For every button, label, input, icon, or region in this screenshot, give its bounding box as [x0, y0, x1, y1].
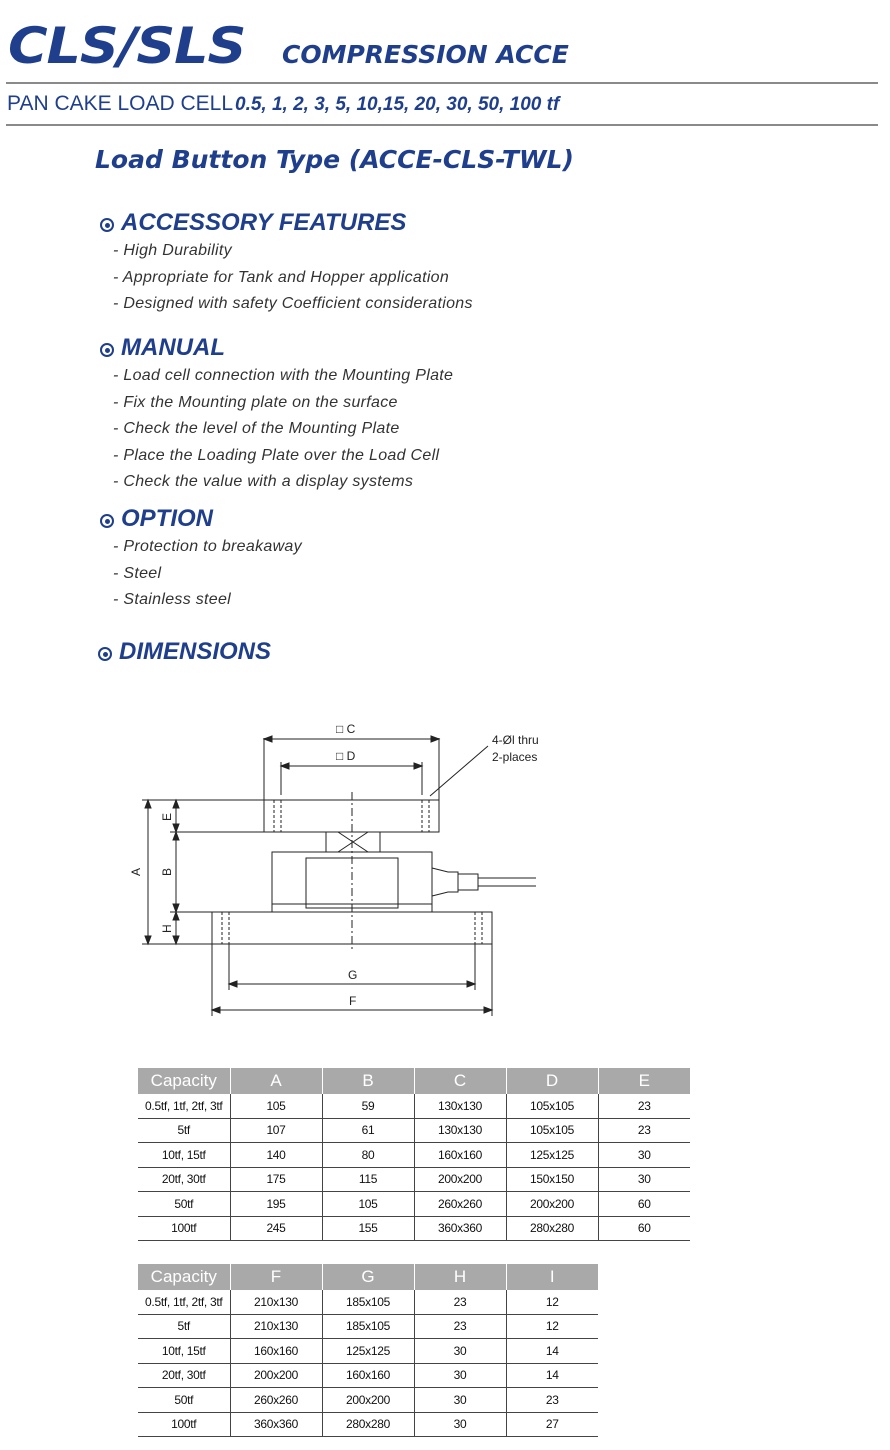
column-header: B — [322, 1068, 414, 1094]
table-row — [138, 1216, 690, 1241]
table-cell: 210x130 — [230, 1314, 322, 1339]
list-item: - High Durability — [113, 242, 232, 259]
column-header: A — [230, 1068, 322, 1094]
type-heading: Load Button Type (ACCE-CLS-TWL) — [95, 145, 574, 174]
table-row — [138, 1388, 598, 1413]
table-cell: 260x260 — [414, 1192, 506, 1217]
column-header: F — [230, 1264, 322, 1290]
hole-note-1: 4-Øl thru — [492, 733, 539, 747]
target-bullet-icon — [100, 343, 114, 357]
table-cell: 50tf — [138, 1388, 230, 1413]
table-cell: 105x105 — [506, 1118, 598, 1143]
table-cell: 20tf, 30tf — [138, 1167, 230, 1192]
table-cell: 23 — [506, 1388, 598, 1413]
column-header: G — [322, 1264, 414, 1290]
table-cell: 200x200 — [230, 1363, 322, 1388]
table-header-row — [138, 1068, 690, 1094]
table-cell: 20tf, 30tf — [138, 1363, 230, 1388]
table-cell: 60 — [598, 1192, 690, 1217]
cable-gland — [432, 868, 458, 896]
list-item: - Place the Loading Plate over the Load Cell — [113, 446, 440, 464]
table-cell: 30 — [414, 1412, 506, 1437]
header-rule-bottom — [6, 124, 878, 126]
category-label: PAN CAKE LOAD CELL — [7, 92, 234, 115]
features-heading — [100, 208, 406, 238]
table-cell: 105 — [322, 1192, 414, 1217]
table-cell: 195 — [230, 1192, 322, 1217]
table-cell: 23 — [414, 1314, 506, 1339]
option-heading — [100, 504, 213, 534]
target-bullet-icon — [100, 218, 114, 232]
list-item: - Appropriate for Tank and Hopper application — [113, 268, 450, 286]
manual-list — [113, 363, 453, 496]
hole-note-2: 2-places — [492, 750, 538, 764]
table-cell: 10tf, 15tf — [138, 1339, 230, 1364]
table-row — [138, 1118, 690, 1143]
table-cell: 30 — [598, 1167, 690, 1192]
list-item: - Steel — [113, 564, 162, 582]
cable-sleeve — [458, 874, 478, 890]
list-item: - Check the level of the Mounting Plate — [113, 420, 400, 438]
table-cell: 12 — [506, 1314, 598, 1339]
dimensions-title: DIMENSIONS — [119, 638, 272, 665]
table-cell: 80 — [322, 1143, 414, 1168]
target-bullet-icon — [98, 647, 112, 661]
table-cell: 100tf — [138, 1412, 230, 1437]
capacity-list: 0.5, 1, 2, 3, 5, 10,15, 20, 30, 50, 100 tf — [235, 94, 560, 115]
label-f: F — [349, 994, 357, 1008]
table-cell: 14 — [506, 1363, 598, 1388]
table-cell: 125x125 — [506, 1143, 598, 1168]
model-title: CLS/SLS — [8, 17, 246, 75]
features-list — [113, 238, 473, 318]
label-b: B — [160, 867, 174, 876]
option-list — [113, 534, 302, 614]
table-cell: 200x200 — [322, 1388, 414, 1413]
list-item: - Fix the Mounting plate on the surface — [113, 393, 398, 411]
table-cell: 14 — [506, 1339, 598, 1364]
table-cell: 60 — [598, 1216, 690, 1241]
table-cell: 23 — [414, 1290, 506, 1314]
table-cell: 130x130 — [414, 1118, 506, 1143]
table-row — [138, 1314, 598, 1339]
table-cell: 360x360 — [414, 1216, 506, 1241]
table-row — [138, 1094, 690, 1118]
list-item: - Stainless steel — [113, 591, 232, 609]
table-cell: 27 — [506, 1412, 598, 1437]
table-cell: 360x360 — [230, 1412, 322, 1437]
header-rule-top — [6, 82, 878, 84]
label-e: E — [160, 812, 174, 821]
table-cell: 160x160 — [414, 1143, 506, 1168]
table-cell: 30 — [414, 1363, 506, 1388]
column-header: H — [414, 1264, 506, 1290]
table-cell: 115 — [322, 1167, 414, 1192]
list-item: - Load cell connection with the Mounting Plate — [113, 367, 454, 384]
table-cell: 30 — [598, 1143, 690, 1168]
table-cell: 30 — [414, 1388, 506, 1413]
table-cell: 105 — [230, 1094, 322, 1118]
table-cell: 107 — [230, 1118, 322, 1143]
manual-heading — [100, 333, 225, 363]
table-cell: 210x130 — [230, 1290, 322, 1314]
label-d: □ D — [336, 749, 356, 763]
list-item: - Designed with safety Coefficient considerations — [113, 295, 473, 313]
table-cell: 61 — [322, 1118, 414, 1143]
table-cell: 140 — [230, 1143, 322, 1168]
label-g: G — [348, 968, 358, 982]
table-cell: 12 — [506, 1290, 598, 1314]
table-cell: 10tf, 15tf — [138, 1143, 230, 1168]
table-cell: 260x260 — [230, 1388, 322, 1413]
table-cell: 185x105 — [322, 1290, 414, 1314]
table-cell: 30 — [414, 1339, 506, 1364]
table-cell: 100tf — [138, 1216, 230, 1241]
table-cell: 0.5tf, 1tf, 2tf, 3tf — [138, 1290, 230, 1314]
column-header: Capacity — [138, 1264, 230, 1290]
table-cell: 125x125 — [322, 1339, 414, 1364]
table-cell: 280x280 — [506, 1216, 598, 1241]
list-item: - Protection to breakaway — [113, 538, 302, 555]
table-cell: 50tf — [138, 1192, 230, 1217]
table-row — [138, 1143, 690, 1168]
target-bullet-icon — [100, 514, 114, 528]
column-header: E — [598, 1068, 690, 1094]
option-title: OPTION — [121, 505, 214, 532]
table-cell: 155 — [322, 1216, 414, 1241]
table-cell: 5tf — [138, 1118, 230, 1143]
table-cell: 160x160 — [322, 1363, 414, 1388]
table-cell: 59 — [322, 1094, 414, 1118]
dimension-drawing — [0, 700, 890, 1030]
table-cell: 0.5tf, 1tf, 2tf, 3tf — [138, 1094, 230, 1118]
table-cell: 105x105 — [506, 1094, 598, 1118]
table-cell: 185x105 — [322, 1314, 414, 1339]
table-row — [138, 1339, 598, 1364]
column-header: Capacity — [138, 1068, 230, 1094]
table-row — [138, 1192, 690, 1217]
dimension-table-2 — [138, 1264, 598, 1437]
table-cell: 200x200 — [414, 1167, 506, 1192]
dimension-table-1 — [138, 1068, 690, 1241]
column-header: I — [506, 1264, 598, 1290]
table-row — [138, 1412, 598, 1437]
features-title: ACCESSORY FEATURES — [121, 209, 407, 236]
product-title: COMPRESSION ACCE — [282, 40, 569, 69]
manual-title: MANUAL — [121, 334, 225, 361]
table-row — [138, 1290, 598, 1314]
table-cell: 130x130 — [414, 1094, 506, 1118]
table-row — [138, 1363, 598, 1388]
table-cell: 23 — [598, 1094, 690, 1118]
table-cell: 280x280 — [322, 1412, 414, 1437]
table-cell: 175 — [230, 1167, 322, 1192]
column-header: D — [506, 1068, 598, 1094]
table-cell: 23 — [598, 1118, 690, 1143]
list-item: - Check the value with a display systems — [113, 473, 414, 491]
dimensions-heading — [98, 637, 271, 667]
column-header: C — [414, 1068, 506, 1094]
label-c: □ C — [336, 722, 356, 736]
label-a: A — [129, 867, 143, 876]
table-row — [138, 1167, 690, 1192]
table-header-row — [138, 1264, 598, 1290]
table-cell: 200x200 — [506, 1192, 598, 1217]
table-cell: 150x150 — [506, 1167, 598, 1192]
table-cell: 5tf — [138, 1314, 230, 1339]
label-h: H — [160, 924, 174, 933]
table-cell: 160x160 — [230, 1339, 322, 1364]
table-cell: 245 — [230, 1216, 322, 1241]
